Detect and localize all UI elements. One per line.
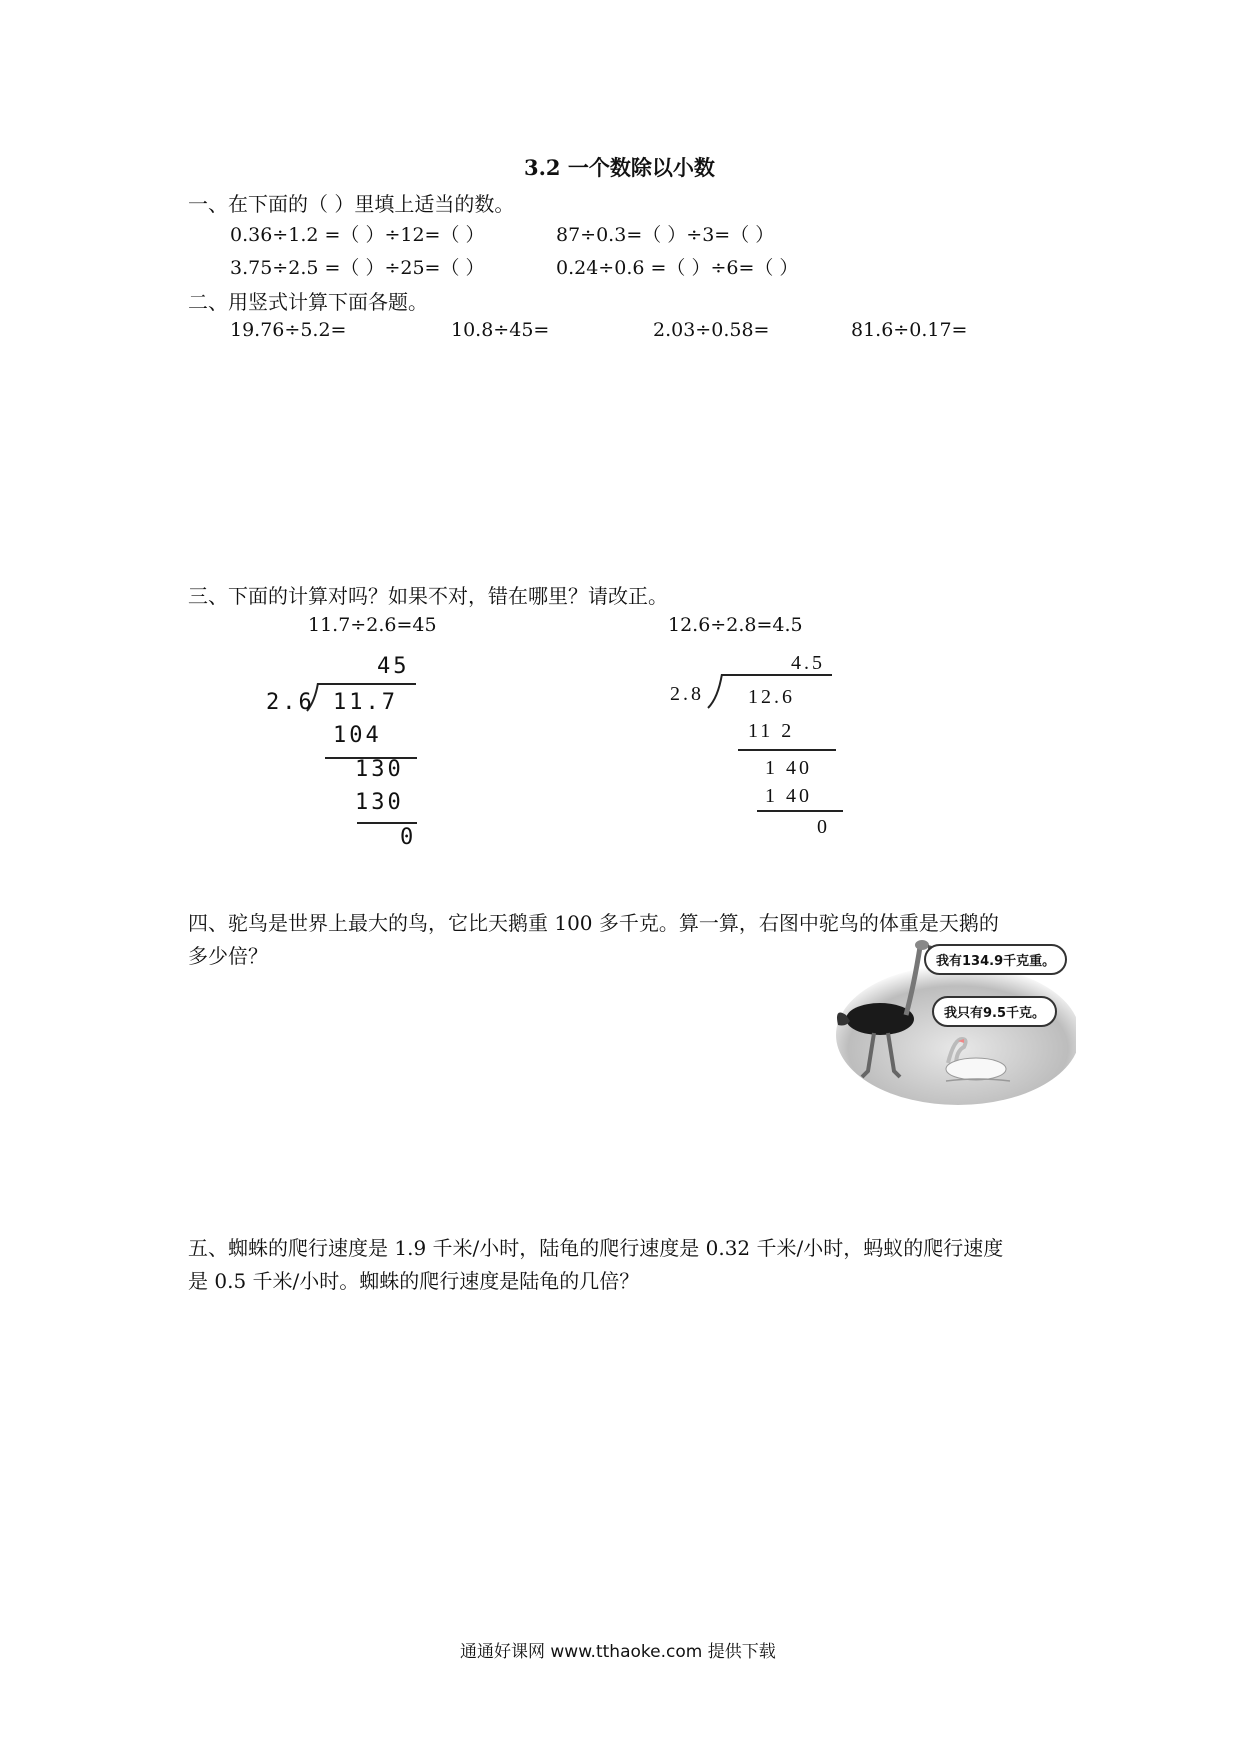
calc-b-divisor: 2.8 [670, 683, 704, 705]
calc-b-line2 [757, 810, 843, 812]
swan-speech-bubble: 我只有9.5千克。 [932, 996, 1057, 1027]
calc-a-equation: 11.7÷2.6=45 [308, 614, 437, 636]
section2-heading: 二、用竖式计算下面各题。 [188, 290, 428, 314]
calc-b-line1 [738, 749, 836, 751]
calc-a-dividend: 11.7 [333, 690, 398, 715]
section4-line1: 四、驼鸟是世界上最大的鸟，它比天鹅重 100 多千克。算一算，右图中驼鸟的体重是天鹅的 [188, 911, 999, 935]
section1-row2-left: 3.75÷2.5 =（ ）÷25=（ ） [230, 257, 485, 279]
section1-row1-right: 87÷0.3=（ ）÷3=（ ） [556, 224, 775, 246]
calc-a-top-bar [318, 683, 416, 685]
calc-b-equation: 12.6÷2.8=4.5 [668, 614, 803, 636]
section1-heading: 一、在下面的（ ）里填上适当的数。 [188, 192, 515, 216]
page-footer: 通通好课网 www.tthaoke.com 提供下载 [460, 1642, 776, 1662]
calc-a-divisor: 2.6 [266, 690, 315, 715]
calc-a-line2 [357, 822, 417, 824]
section4-line2: 多少倍？ [188, 944, 268, 968]
calc-b-step1: 11 2 [748, 720, 795, 742]
calc-b-remainder: 0 [817, 816, 830, 838]
calc-a-remainder: 0 [400, 825, 417, 850]
calc-a-step1: 104 [333, 723, 382, 748]
calc-b-dividend: 12.6 [748, 686, 795, 708]
section5-line1: 五、蜘蛛的爬行速度是 1.9 千米/小时，陆龟的爬行速度是 0.32 千米/小时，蚂蚁的爬行速度 [188, 1236, 1004, 1260]
calc-b-step2: 1 40 [765, 757, 812, 779]
calc-a-quotient: 45 [377, 654, 410, 679]
section3-heading: 三、下面的计算对吗？如果不对，错在哪里？请改正。 [188, 584, 668, 608]
section2-problem-2: 10.8÷45= [451, 319, 550, 341]
section1-row1-left: 0.36÷1.2 =（ ）÷12=（ ） [230, 224, 485, 246]
calc-a-step2: 130 [355, 757, 404, 782]
section2-problem-4: 81.6÷0.17= [851, 319, 968, 341]
section1-row2-right: 0.24÷0.6 =（ ）÷6=（ ） [556, 257, 799, 279]
section2-problem-1: 19.76÷5.2= [230, 319, 347, 341]
calc-b-division-bracket [706, 674, 724, 710]
page-title: 3.2 一个数除以小数 [524, 155, 715, 180]
calc-b-quotient: 4.5 [791, 652, 825, 674]
calc-b-top-bar [722, 674, 832, 676]
calc-a-step3: 130 [355, 790, 404, 815]
section5-line2: 是 0.5 千米/小时。蜘蛛的爬行速度是陆龟的几倍？ [188, 1269, 640, 1293]
ostrich-speech-bubble: 我有134.9千克重。 [924, 944, 1067, 975]
calc-b-step3: 1 40 [765, 785, 812, 807]
section2-problem-3: 2.03÷0.58= [653, 319, 770, 341]
